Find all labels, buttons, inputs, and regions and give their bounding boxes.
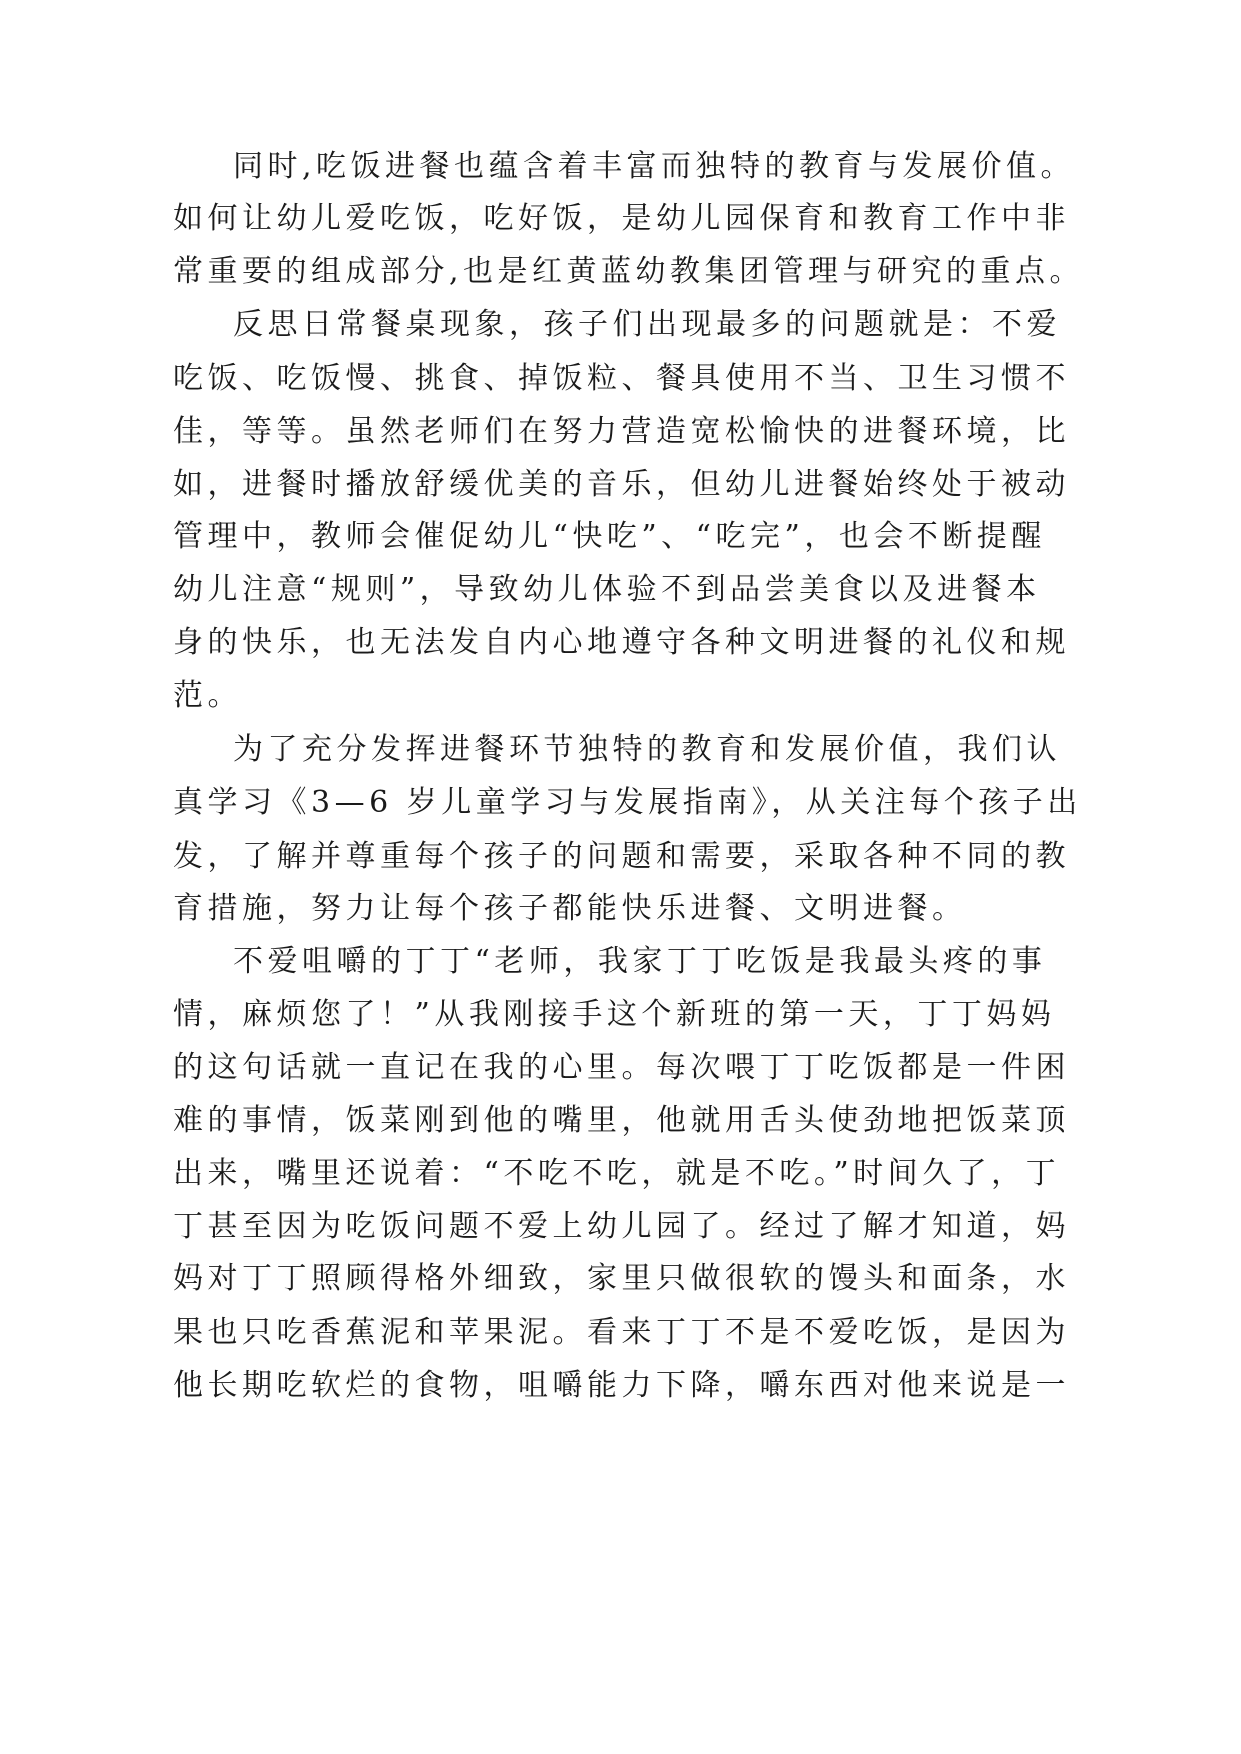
- text-line: 同时,吃饭进餐也蕴含着丰富而独特的教育与发展价值。: [233, 149, 1076, 184]
- text-line: 育措施，努力让每个孩子都能快乐进餐、文明进餐。: [173, 891, 967, 926]
- text-line: 为了充分发挥进餐环节独特的教育和发展价值，我们认: [233, 732, 1061, 767]
- text-line: 常重要的组成部分,也是红黄蓝幼教集团管理与研究的重点。: [173, 254, 1085, 289]
- text-line: 如何让幼儿爱吃饭，吃好饭，是幼儿园保育和教育工作中非: [173, 201, 1070, 236]
- text-line: 范。: [173, 678, 242, 713]
- text-line: 真学习《3—6 岁儿童学习与发展指南》，从关注每个孩子出: [173, 785, 1082, 820]
- text-line: 发，了解并尊重每个孩子的问题和需要，采取各种不同的教: [173, 839, 1070, 874]
- text-line: 丁甚至因为吃饭问题不爱上幼儿园了。经过了解才知道，妈: [173, 1209, 1070, 1244]
- text-line: 管理中，教师会催促幼儿“快吃”、“吃完”，也会不断提醒: [173, 519, 1046, 554]
- text-line: 身的快乐，也无法发自内心地遵守各种文明进餐的礼仪和规: [173, 625, 1070, 660]
- text-line: 幼儿注意“规则”，导致幼儿体验不到品尝美食以及进餐本: [173, 572, 1041, 607]
- text-line: 出来，嘴里还说着：“不吃不吃，就是不吃。”时间久了，丁: [173, 1156, 1061, 1191]
- text-line: 吃饭、吃饭慢、挑食、掉饭粒、餐具使用不当、卫生习惯不: [173, 361, 1070, 396]
- text-line: 如，进餐时播放舒缓优美的音乐，但幼儿进餐始终处于被动: [173, 467, 1070, 502]
- text-line: 果也只吃香蕉泥和苹果泥。看来丁丁不是不爱吃饭，是因为: [173, 1315, 1070, 1350]
- text-line: 佳，等等。虽然老师们在努力营造宽松愉快的进餐环境，比: [173, 414, 1070, 449]
- text-line: 的这句话就一直记在我的心里。每次喂丁丁吃饭都是一件困: [173, 1050, 1070, 1085]
- text-line: 难的事情，饭菜刚到他的嘴里，他就用舌头使劲地把饭菜顶: [173, 1103, 1070, 1138]
- text-line: 妈对丁丁照顾得格外细致，家里只做很软的馒头和面条，水: [173, 1261, 1070, 1296]
- text-line: 情，麻烦您了！”从我刚接手这个新班的第一天，丁丁妈妈: [173, 997, 1056, 1032]
- text-line: 他长期吃软烂的食物，咀嚼能力下降，嚼东西对他来说是一: [173, 1368, 1070, 1403]
- text-line: 不爱咀嚼的丁丁“老师，我家丁丁吃饭是我最头疼的事: [233, 944, 1047, 979]
- text-line: 反思日常餐桌现象，孩子们出现最多的问题就是：不爱: [233, 307, 1061, 342]
